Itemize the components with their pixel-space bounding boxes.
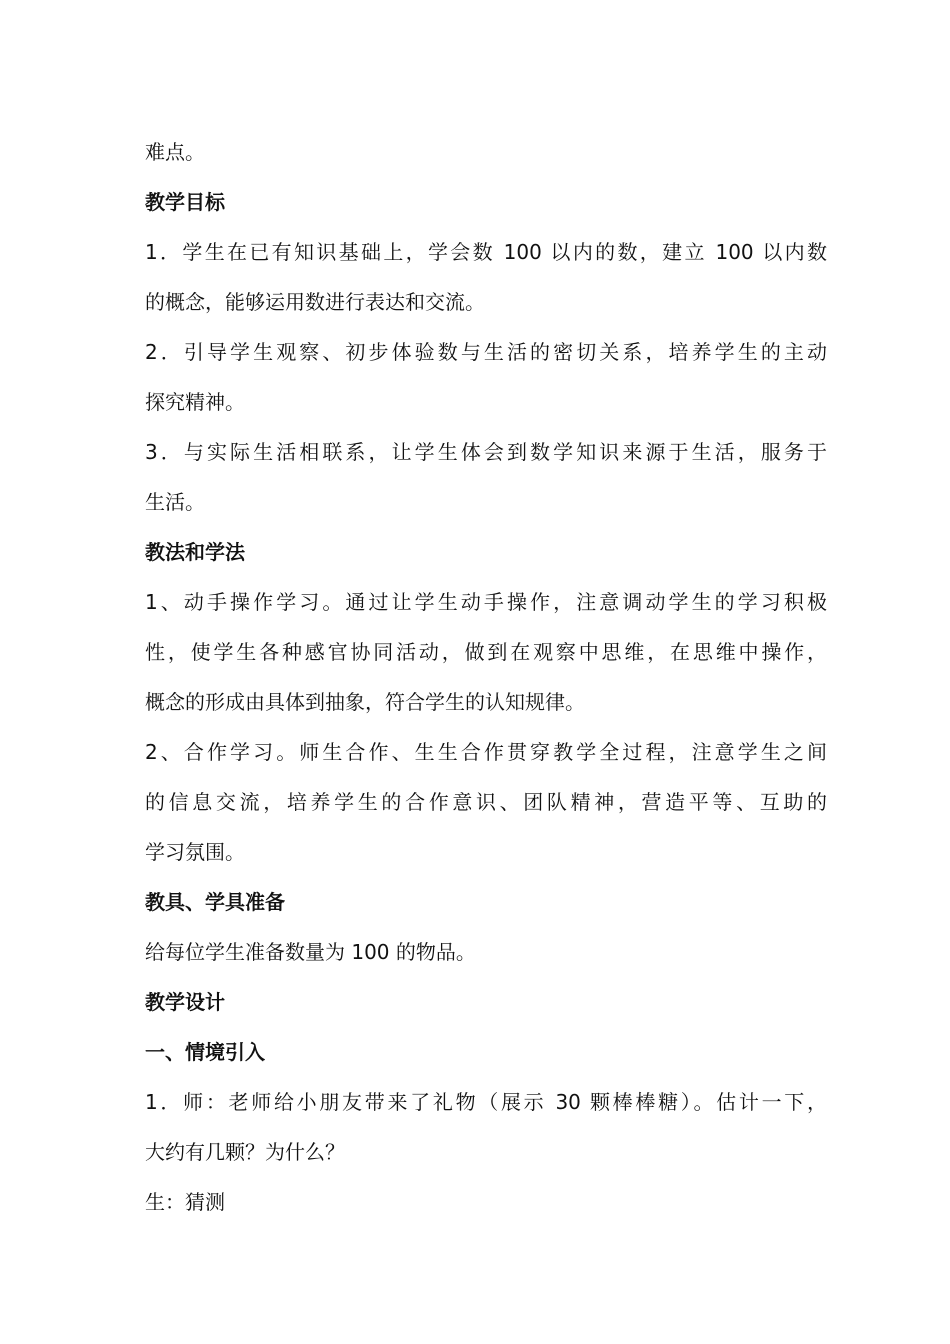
text-line: 学习氛围。 (145, 840, 245, 864)
section-heading: 教法和学法 (145, 540, 245, 564)
text-line: 的信息交流，培养学生的合作意识、团队精神，营造平等、互助的 (145, 790, 827, 814)
text-line: 1．学生在已有知识基础上，学会数 100 以内的数，建立 100 以内数 (145, 240, 827, 264)
text-line: 2、合作学习。师生合作、生生合作贯穿教学全过程，注意学生之间 (145, 740, 827, 764)
text-line: 2．引导学生观察、初步体验数与生活的密切关系，培养学生的主动 (145, 340, 827, 364)
text-line: 生活。 (145, 490, 205, 514)
text-line: 大约有几颗？为什么？ (145, 1140, 345, 1164)
text-line: 给每位学生准备数量为 100 的物品。 (145, 940, 476, 964)
document-body (145, 127, 827, 1227)
section-heading: 一、情境引入 (145, 1040, 265, 1064)
text-line: 1．师：老师给小朋友带来了礼物（展示 30 颗棒棒糖）。估计一下， (145, 1090, 827, 1114)
text-line: 概念的形成由具体到抽象，符合学生的认知规律。 (145, 690, 585, 714)
text-line: 生：猜测 (145, 1190, 225, 1214)
text-line: 3．与实际生活相联系，让学生体会到数学知识来源于生活，服务于 (145, 440, 827, 464)
section-heading: 教学目标 (145, 190, 225, 214)
text-line: 探究精神。 (145, 390, 245, 414)
section-heading: 教具、学具准备 (145, 890, 285, 914)
text-line: 难点。 (145, 140, 205, 164)
section-heading: 教学设计 (145, 990, 225, 1014)
text-line: 1、动手操作学习。通过让学生动手操作，注意调动学生的学习积极 (145, 590, 827, 614)
text-line: 性，使学生各种感官协同活动，做到在观察中思维，在思维中操作， (145, 640, 827, 664)
text-line: 的概念，能够运用数进行表达和交流。 (145, 290, 485, 314)
